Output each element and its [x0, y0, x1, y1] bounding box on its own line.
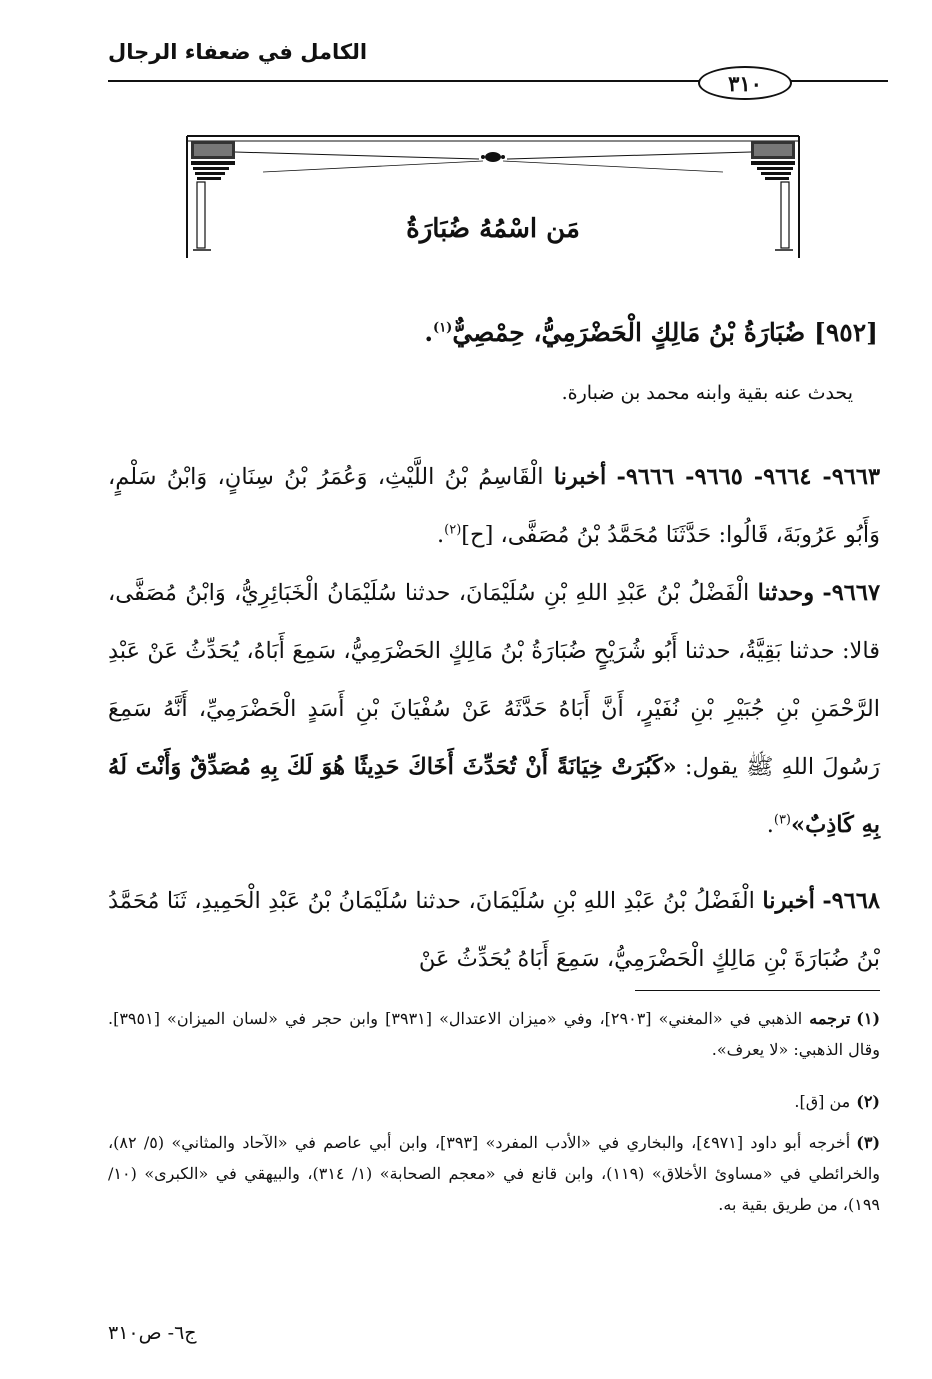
entry-number: [٩٥٢] [814, 318, 878, 347]
footnote-mark: (٢) [856, 1092, 880, 1111]
chapter-title: مَن اسْمُهُ ضُبَارَةُ [406, 214, 580, 244]
paragraph-number: ٩٦٦٨- [822, 888, 880, 914]
paragraph-number: ٩٦٦٧- [822, 580, 881, 606]
footnote-text: أخرجه أبو داود [٤٩٧١]، والبخاري في «الأدب المفرد» [٣٩٣]، وابن أبي عاصم في «الآحاد والمثاني» (٥/ ٨٢)، والخرائطي في «مساوئ الأخلاق» (١١٩)، وابن قانع في «معجم الصحابة» (١/ ٣١٤)، والبيهقي في «الكبرى» (١٠/ ١٩٩)، من طريق بقية به. [108, 1133, 881, 1214]
paragraph-lead: أخبرنا [553, 464, 607, 490]
entry-name: ضُبَارَةُ بْنُ مَالِكٍ الْحَضْرَمِيُّ، حِمْصِيٌّ [452, 318, 806, 347]
footnote-lead: ترجمه [809, 1009, 851, 1028]
paragraph-text: الْفَضْلُ بْنُ عَبْدِ اللهِ بْنِ سُلَيْمَانَ، حدثنا سُلَيْمَانُ الْخَبَائِرِيُّ، وَابْنُ مُصَفَّى، قالا: حدثنا بَقِيَّةُ، حدثنا أَبُو شُرَيْحٍ ضُبَارَةُ بْنُ مَالِكٍ الحَضْرَمِيُّ، سَمِعَ أَبَاهُ، يُحَدِّثُ عَنْ عَبْدِ الرَّحْمَنِ بْنِ جُبَيْرِ بْنِ نُفَيْرٍ، أَنَّ أَبَاهُ حَدَّثَهُ عَنْ سُفْيَانَ بْنِ أَسَدٍ الْحَضْرَمِيِّ، أَنَّهُ سَمِعَ رَسُولَ اللهِ ﷺ يقول: [108, 580, 880, 780]
paragraph-lead: وحدثنا [757, 580, 815, 606]
footnote-ref-2: (٢) [444, 522, 462, 538]
footnote-3 [108, 1127, 880, 1220]
entry-note: يحدث عنه بقية وابنه محمد بن ضبارة. [561, 382, 853, 404]
running-title: الكامل في ضعفاء الرجال [108, 40, 368, 64]
hadith-paragraph-9668 [108, 872, 880, 988]
paragraph-lead: أخبرنا [762, 888, 815, 914]
footnote-1 [108, 1003, 880, 1065]
hadith-matn: «كَبُرَتْ خِيَانَةً أَنْ تُحَدِّثَ أَخَاكَ حَدِيثًا هُوَ لَكَ بِهِ مُصَدِّقٌ وَأَنْتَ لَهُ بِهِ كَاذِبٌ» [108, 754, 880, 838]
paragraph-tail: . [436, 522, 445, 548]
hadith-paragraph-9667 [108, 564, 880, 854]
footnote-ref-1: (١) [433, 320, 453, 336]
footnote-separator [635, 990, 880, 991]
footnote-text: الذهبي في «المغني» [٢٩٠٣]، وفي «ميزان الاعتدال» [٣٩٣١] وابن حجر في «لسان الميزان» [٣٩٥١]. وقال الذهبي: «لا يعرف». [108, 1009, 880, 1059]
footnote-mark: (٣) [856, 1133, 881, 1152]
footnote-ref-3: (٣) [773, 812, 791, 828]
page-signature: ج٦- ص٣١٠ [108, 1322, 197, 1344]
paragraph-number: ٩٦٦٣- ٩٦٦٤- ٩٦٦٥- ٩٦٦٦- [616, 464, 881, 490]
paragraph-text: الْقَاسِمُ بْنُ اللَّيْثِ، وَعُمَرُ بْنُ سِنَانٍ، وَابْنُ سَلْمٍ، وَأَبُو عَرُوبَةَ، قَالُوا: حَدَّثَنَا مُحَمَّدُ بْنُ مُصَفَّى، [ح] [108, 464, 880, 548]
footnote-text: من [ق]. [794, 1092, 851, 1111]
paragraph-tail: . [766, 812, 774, 838]
footnote-2 [108, 1086, 880, 1117]
entry-heading [108, 318, 878, 347]
footnote-mark: (١) [856, 1009, 881, 1028]
hadith-paragraph-9663 [108, 448, 880, 564]
page-number-badge: ٣١٠ [698, 66, 792, 100]
paragraph-text: الْفَضْلُ بْنُ عَبْدِ اللهِ بْنِ سُلَيْمَانَ، حدثنا سُلَيْمَانُ بْنُ عَبْدِ الْحَمِيدِ، ثَنَا مُحَمَّدُ بْنُ ضُبَارَةَ بْنِ مَالِكٍ الْحَضْرَمِيُّ، سَمِعَ أَبَاهُ يُحَدِّثُ عَنْ [108, 888, 880, 972]
chapter-frame [183, 132, 803, 258]
entry-period: . [424, 318, 434, 347]
